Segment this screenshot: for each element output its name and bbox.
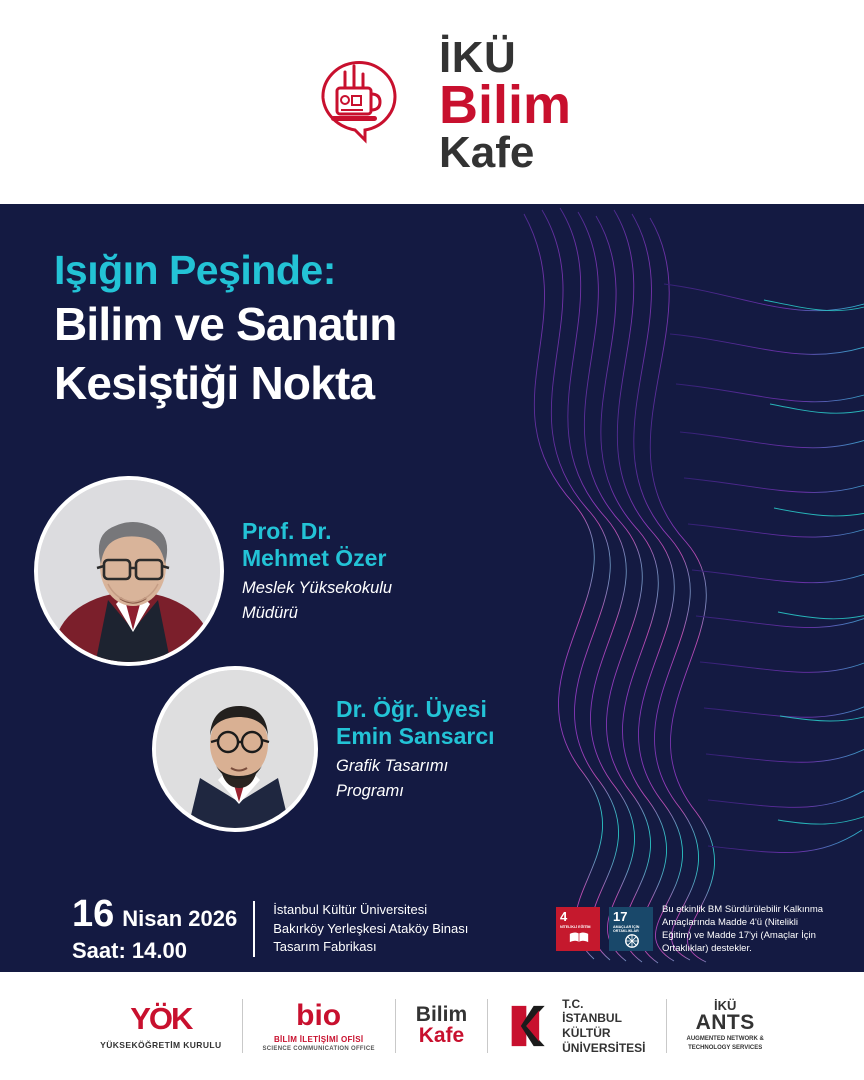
speaker-1-role: Prof. Dr. <box>242 518 332 545</box>
speaker-2-sub-line-2: Programı <box>336 782 404 801</box>
speaker-1-sub-line-2: Müdürü <box>242 604 298 623</box>
iku-line-1: T.C. <box>562 996 584 1011</box>
speaker-2-sub-line-1: Grafik Tasarımı <box>336 756 449 775</box>
speaker-photo-mehmet-ozer <box>34 476 224 666</box>
open-book-icon <box>568 931 590 951</box>
iku-line-4: ÜNİVERSİTESİ <box>562 1040 646 1055</box>
ants-sub-line-2: TECHNOLOGY SERVICES <box>688 1045 763 1051</box>
speaker-1-text <box>242 518 392 624</box>
sdg-note-text: Bu etkinlik BM Sürdürülebilir Kalkınma Amaçlarında Madde 4'ü (Nitelikli Eğitim) ve Madde 17'yi (Amaçlar İçin Ortaklıklar) destekler. <box>662 903 824 955</box>
bio-logo-text-tr: BİLİM İLETİŞİMİ OFİSİ <box>273 1034 364 1044</box>
sdg-goal-17-badge <box>609 907 653 951</box>
event-date-block <box>72 892 238 964</box>
iku-line-3: KÜLTÜR <box>562 1026 611 1040</box>
event-time: Saat: 14.00 <box>72 937 187 963</box>
ants-mark-ants: ANTS <box>695 1011 755 1035</box>
bilim-kafe-mark-2: Kafe <box>418 1024 465 1048</box>
event-day: 16 <box>72 892 115 935</box>
speaker-card-1 <box>34 476 392 666</box>
ants-sub-line-1: AUGMENTED NETWORK & <box>686 1036 764 1043</box>
venue-line-2: Bakırköy Yerleşkesi Ataköy Binası <box>273 920 469 936</box>
sdg-goal-4-label: NİTELİKLİ EĞİTİM <box>560 925 591 929</box>
speaker-card-2 <box>152 666 495 832</box>
venue-line-1: İstanbul Kültür Üniversitesi <box>273 902 428 918</box>
speaker-1-sub-line-1: Meslek Yüksekokulu <box>242 578 393 597</box>
sdg-block <box>556 903 830 955</box>
iku-crest-shield-icon <box>508 1002 552 1050</box>
sdg-goal-17-number: 17 <box>613 909 628 924</box>
sdg-goal-4-number: 4 <box>560 909 568 924</box>
event-venue <box>253 901 468 956</box>
poster-header <box>0 0 864 204</box>
title-line-2: Bilim ve Sanatın <box>54 298 397 351</box>
yok-logo-icon <box>80 993 241 1059</box>
iku-logo-text <box>562 997 645 1056</box>
bio-logo-mark: bio <box>296 998 342 1032</box>
event-info-bar <box>0 886 864 972</box>
speaker-1-name: Mehmet Özer <box>242 545 387 572</box>
yok-logo-mark: YÖK <box>130 1000 192 1036</box>
ants-logo-icon <box>667 993 784 1059</box>
speaker-2-text <box>336 696 495 802</box>
sdg-goal-4-badge <box>556 907 600 951</box>
bilim-kafe-logo-icon <box>396 993 487 1059</box>
brand-kafe: Kafe <box>438 127 535 177</box>
bilim-kafe-mark-1: Bilim <box>415 1003 468 1027</box>
event-month-year: Nisan 2026 <box>122 905 238 931</box>
ants-mark-iku: İKÜ <box>713 998 737 1014</box>
iku-line-2: İSTANBUL <box>562 1011 622 1026</box>
iku-crest-icon <box>488 993 665 1059</box>
poster-main-panel <box>0 204 864 972</box>
sdg-goal-17-label: AMAÇLAR İÇİN ORTAKLIKLAR <box>613 925 640 934</box>
brand-iku: İKÜ <box>438 32 517 82</box>
yok-logo-text: YÜKSEKÖĞRETİM KURULU <box>100 1039 222 1050</box>
poster-footer-logos <box>0 972 864 1080</box>
title-line-1: Işığın Peşinde: <box>54 247 336 293</box>
speaker-photo-emin-sansarci <box>152 666 318 832</box>
circle-partnership-icon <box>621 933 643 956</box>
brand-bilim: Bilim <box>438 74 572 135</box>
title-line-3: Kesiştiği Nokta <box>54 357 375 410</box>
speaker-2-name: Emin Sansarcı <box>336 723 495 750</box>
bio-logo-text-en: SCIENCE COMMUNICATION OFFICE <box>262 1045 375 1052</box>
speaker-2-role: Dr. Öğr. Üyesi <box>336 696 487 723</box>
bio-logo-icon <box>243 993 395 1059</box>
venue-line-3: Tasarım Fabrikası <box>273 939 377 955</box>
coffee-cup-speech-bubble-icon <box>293 36 425 168</box>
brand-wordmark <box>438 32 572 177</box>
poster-title <box>54 246 574 413</box>
